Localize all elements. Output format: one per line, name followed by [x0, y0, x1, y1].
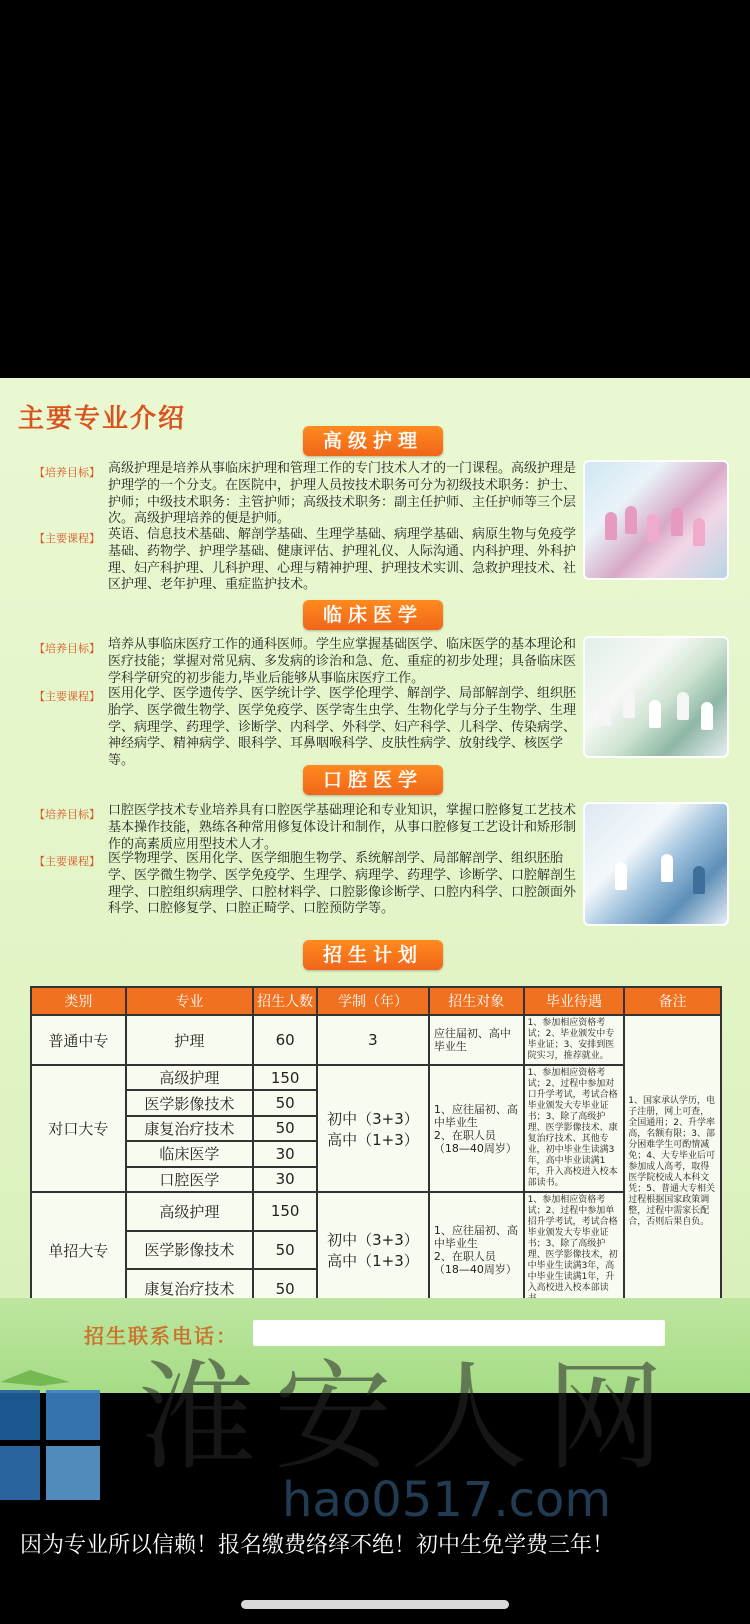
years-cell: 3 [317, 1015, 429, 1065]
course-tag: 【主要课程】 [34, 690, 100, 703]
target-cell [429, 1065, 524, 1192]
page-title: 主要专业介绍 [18, 404, 187, 434]
watermark-logo-icon [0, 1370, 110, 1530]
benefit-cell: 1、参加相应资格考试；2、毕业颁发中专毕业证；3、安排到医院实习，推荐就业。 [524, 1015, 625, 1065]
table-header: 招生对象 [429, 987, 524, 1015]
goal-tag: 【培养目标】 [34, 808, 100, 821]
target-line: 2、在职人员（18—40周岁） [433, 1128, 517, 1155]
years-line: 高中（1+3） [327, 1130, 419, 1149]
target-line: 1、应往届初、高中毕业生 [433, 1102, 518, 1129]
course-text: 医学物理学、医用化学、医学细胞生物学、系统解剖学、局部解剖学、组织胚胎学、医学微生物学、医学免疫学、生理学、病理学、药理学、诊断学、口腔解剖生理学、口腔组织病理学、口腔材料学、口腔影像诊断学、口腔内科学、口腔颌面外科学、口腔修复学、口腔正畸学、口腔预防学等。 [108, 851, 577, 917]
years-line: 初中（3+3） [327, 1109, 419, 1128]
goal-text: 培养从事临床医疗工作的通科医师。学生应掌握基础医学、临床医学的基本理论和医疗技能；掌握对常见病、多发病的诊治和急、危、重症的初步处理；具备临床医学科学研究的初步能力,毕业后能够从事临床医疗工作。 [108, 637, 577, 686]
goal-text: 高级护理是培养从事临床护理和管理工作的专门技术人才的一门课程。高级护理是护理学的一个分支。在医院中，护理人员按技术职务可分为初级技术职务：护士、护师；中级技术职务：主管护师；高级技术职务：副主任护师、主任护师等三个层次。高级护理培养的便是护师。 [108, 461, 577, 527]
section-title-clinical: 临床医学 [303, 600, 443, 630]
count-cell: 50 [253, 1231, 317, 1270]
table-header-row [31, 987, 721, 1015]
dental-training-photo [583, 802, 729, 926]
years-cell [317, 1065, 429, 1192]
course-text: 英语、信息技术基础、解剖学基础、生理学基础、病理学基础、病原生物与免疫学基础、药物学、护理学基础、健康评估、护理礼仪、人际沟通、内科护理、外科护理、妇产科护理、儿科护理、心理与精神护理、护理技术实训、急救护理技术、社区护理、老年护理、重症监护技术。 [108, 527, 577, 593]
contact-phone-field [253, 1320, 665, 1346]
goal-tag: 【培养目标】 [34, 642, 100, 655]
table-header: 专业 [126, 987, 254, 1015]
watermark-url: hao0517.com [282, 1472, 612, 1528]
years-cell [317, 1192, 429, 1308]
count-cell: 50 [253, 1090, 317, 1115]
table-header: 招生人数 [253, 987, 317, 1015]
section-title-plan: 招生计划 [303, 940, 443, 970]
category-cell: 普通中专 [31, 1015, 126, 1065]
course-tag: 【主要课程】 [34, 532, 100, 545]
table-row [31, 1192, 721, 1231]
goal-tag: 【培养目标】 [34, 466, 100, 479]
table-header: 毕业待遇 [524, 987, 625, 1015]
category-cell: 对口大专 [31, 1065, 126, 1192]
count-cell: 60 [253, 1015, 317, 1065]
section-title-nursing: 高级护理 [303, 426, 443, 456]
count-cell: 50 [253, 1116, 317, 1141]
years-line: 初中（3+3） [327, 1231, 419, 1249]
table-row [31, 1015, 721, 1065]
major-cell: 口腔医学 [126, 1167, 254, 1192]
target-cell: 应往届初、高中毕业生 [429, 1015, 524, 1065]
major-cell: 医学影像技术 [126, 1090, 254, 1115]
count-cell: 50 [253, 1269, 317, 1308]
major-cell: 护理 [126, 1015, 254, 1065]
table-header: 备注 [624, 987, 721, 1015]
years-line: 高中（1+3） [327, 1252, 419, 1270]
home-indicator[interactable] [241, 1600, 509, 1609]
category-cell: 单招大专 [31, 1192, 126, 1308]
course-text: 医用化学、医学遗传学、医学统计学、医学伦理学、解剖学、局部解剖学、组织胚胎学、医学微生物学、医学免疫学、医学寄生虫学、生物化学与分子生物学、生理学、病理学、药理学、诊断学、内科学、外科学、妇产科学、儿科学、传染病学、神经病学、精神病学、眼科学、耳鼻咽喉科学、皮肤性病学、放射线学、核医学等。 [108, 686, 577, 769]
enrollment-plan-table [30, 986, 722, 1331]
count-cell: 150 [253, 1065, 317, 1090]
major-cell: 医学影像技术 [126, 1231, 254, 1270]
goal-text: 口腔医学技术专业培养具有口腔医学基础理论和专业知识，掌握口腔修复工艺技术基本操作技能，熟练各种常用修复体设计和制作，从事口腔修复工艺设计和矫形制作的高素质应用型技术人才。 [108, 803, 577, 852]
major-cell: 高级护理 [126, 1192, 254, 1231]
table-header: 学制（年） [317, 987, 429, 1015]
count-cell: 30 [253, 1167, 317, 1192]
target-line: 1、应往届初、高中毕业生 [433, 1224, 518, 1250]
contact-label: 招生联系电话： [84, 1324, 238, 1348]
post-caption: 因为专业所以信赖！报名缴费络绎不绝！初中生免学费三年！ [20, 1533, 615, 1558]
target-line: 2、在职人员（18—40周岁） [433, 1250, 517, 1276]
major-cell: 康复治疗技术 [126, 1116, 254, 1141]
table-row [31, 1065, 721, 1090]
major-cell: 临床医学 [126, 1141, 254, 1166]
target-cell [429, 1192, 524, 1308]
admission-poster [0, 378, 750, 1393]
major-cell: 康复治疗技术 [126, 1269, 254, 1308]
watermark-chars: 淮安人网 [138, 1348, 683, 1486]
benefit-cell: 1、参加相应资格考试；2、过程中参加单招升学考试，考试合格毕业颁发大专毕业证书；3、除了高级护理、医学影像技术，初中毕业生读满3年，高中毕业生读满1年，升入高校进入校本部读 [524, 1192, 625, 1308]
remark-cell: 1、国家承认学历，电子注册，网上可查，全国通用；2、升学率高，名额有限；3、部分困难学生可酌情减免；4、大专毕业后可参加成人高考，取得医学院校成人本科文凭；5、普通大专相关过程根据国家政策调整，过程中需家长配合，否则后果自负。 [624, 1015, 721, 1308]
course-tag: 【主要课程】 [34, 855, 100, 868]
benefit-cell: 1、参加相应资格考试；2、过程中参加对口升学考试，考试合格毕业颁发大专毕业证书；3、除了高级护理、医学影像技术、康复治疗技术、其他专业，初中毕业生读满3年，高中毕业读满1年，升入高校进入校本部读书。 [524, 1065, 625, 1192]
table-header: 类别 [31, 987, 126, 1015]
major-cell: 高级护理 [126, 1065, 254, 1090]
clinical-lab-photo [583, 636, 729, 758]
section-title-dental: 口腔医学 [303, 765, 443, 795]
count-cell: 150 [253, 1192, 317, 1231]
count-cell: 30 [253, 1141, 317, 1166]
nursing-class-photo [583, 460, 729, 580]
